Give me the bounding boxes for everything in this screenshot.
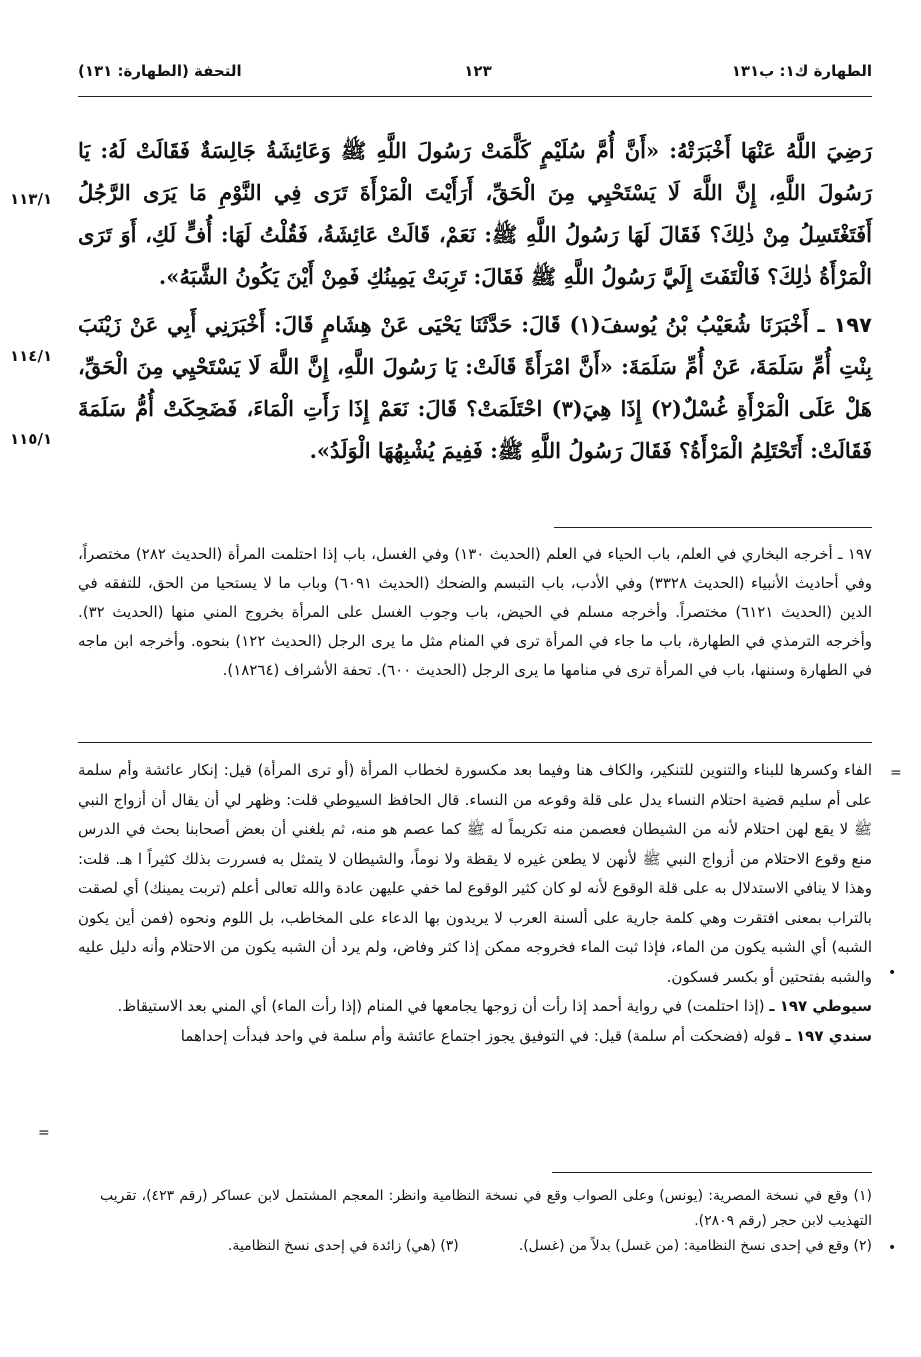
- bullet-mark-1: •: [888, 965, 897, 981]
- footnote-rule: [552, 1172, 872, 1173]
- suyuti-note: [78, 992, 872, 1022]
- takhrij-rule: [554, 527, 872, 528]
- sindi-label: سندي ١٩٧ ـ: [785, 1026, 872, 1045]
- header-reference: التحفة (الطهارة: ١٣١): [78, 62, 242, 80]
- suyuti-label: سيوطي ١٩٧ ـ: [769, 997, 872, 1015]
- footnote-1: (١) وقع في نسخة المصرية: (يونس) وعلى الصواب وقع في نسخة النظامية وانظر: المعجم المشتمل لابن عساكر (رقم ٤٢٣)، تقريب التهذيب لابن حجر (رقم ٢٨٠٩).: [100, 1188, 872, 1229]
- header-rule: [78, 96, 872, 97]
- sindi-text: قوله (فضحكت أم سلمة) قيل: في التوفيق يجوز اجتماع عائشة وأم سلمة في واحد فبدأت إحداهما: [180, 1026, 781, 1045]
- commentary-note: الفاء وكسرها للبناء والتنوين للتنكير، والكاف هنا وفيما بعد مكسورة لخطاب المرأة (أو ترى المرأة) قيل: إنكار عائشة وأم سلمة على أم سليم قضية احتلام النساء يدل على قلة وقوعه من النساء. قال الحافظ السيوطي قلت: وظهر لي أن يقال أن أزواج النبي ﷺ لا يقع لهن احتلام لأنه من الشيطان فعصمن منه تكريماً له ﷺ كما عصم هو منه، ثم بلغني أن بعض أصحابنا بحث في الدرس منع وقوع الاحتلام من أزواج النبي ﷺ لأنهن لا يطعن غيره لا يقظة ولا نوماً، والشيطان لا يتمثل به فسررت بذلك كثيراً ا هـ. قلت: وهذا لا ينافي الاستدلال به على قلة الوقوع لأنه لو كان كثير الوقوع لما خفي عليهن عادة والله تعالى أعلم (تربت يمينك) أي لصقت بالتراب بمعنى افتقرت وهي كلمة جارية على ألسنة العرب لا يريدون بها الدعاء على المخاطب، بل اللوم ونحوه (فمن أين يكون الشبه) أي الشبه يكون من الماء، فإذا ثبت الماء فخروجه ممكن إذا كثر وفاض، ولم يرد أن الشبه يكون من الاحتلام وأنه دليل عليه والشبه بفتحتين أو بكسر فسكون.: [78, 761, 872, 986]
- margin-ref-3: ١١٥/١: [10, 430, 53, 448]
- continuation-mark-2: =: [38, 1125, 50, 1141]
- sindi-note: [78, 1022, 872, 1052]
- main-text: [78, 130, 872, 472]
- page-number: ١٢٣: [464, 62, 492, 80]
- footnotes-section: [100, 1184, 872, 1259]
- hadith-197: [78, 304, 872, 472]
- footnote-row: [100, 1234, 872, 1259]
- header-chapter: الطهارة ك١: ب١٣١: [731, 62, 872, 80]
- page-header: [78, 62, 872, 86]
- commentary-section: [78, 756, 872, 1051]
- commentary-rule: [78, 742, 872, 743]
- takhrij-section: [78, 540, 872, 685]
- takhrij-text: ١٩٧ ـ أخرجه البخاري في العلم، باب الحياء في العلم (الحديث ١٣٠) وفي الغسل، باب إذا احتلمت المرأة (الحديث ٢٨٢) مختصراً، وفي أحاديث الأنبياء (الحديث ٣٣٢٨) وفي الأدب، باب التبسم والضحك (الحديث ٦٠٩١) وباب ما لا يستحيا من الحق، للتفقه في الدين (الحديث ٦١٢١) مختصراً. وأخرجه مسلم في الحيض، باب وجوب الغسل على المرأة بخروج المني منها (الحديث ٣٢). وأخرجه الترمذي في الطهارة، باب ما جاء في المرأة ترى في المنام مثل ما يرى الرجل (الحديث ١٢٢) بنحوه. وأخرجه ابن ماجه في الطهارة وسننها، باب في المرأة ترى في منامها ما يرى الرجل (الحديث ٦٠٠). تحفة الأشراف (١٨٢٦٤).: [78, 545, 872, 679]
- footnote-3: (٣) (هي) زائدة في إحدى نسخ النظامية.: [227, 1238, 459, 1254]
- suyuti-text: (إذا احتلمت) في رواية أحمد إذا رأت أن زوجها يجامعها في المنام (إذا رأت الماء) أي المني بعد الاستيقاظ.: [117, 997, 765, 1015]
- continuation-mark-1: =: [890, 765, 902, 781]
- hadith-number: ١٩٧ ـ: [817, 313, 872, 337]
- hadith-continuation: رَضِيَ اللَّهُ عَنْهَا أَخْبَرَتْهُ: «أَنَّ أُمَّ سُلَيْمٍ كَلَّمَتْ رَسُولَ اللَّهِ ﷺ وَعَائِشَةُ جَالِسَةٌ فَقَالَتْ لَهُ: يَا رَسُولَ اللَّهِ، إِنَّ اللَّهَ لَا يَسْتَحْيِي مِنَ الْحَقِّ، أَرَأَيْتَ الْمَرْأَةَ تَرَى فِي النَّوْمِ مَا يَرَى الرَّجُلُ أَفَتَغْتَسِلُ مِنْ ذٰلِكَ؟ فَقَالَ لَهَا رَسُولُ اللَّهِ ﷺ: نَعَمْ، قَالَتْ عَائِشَةُ، فَقُلْتُ لَهَا: أُفٍّ لَكِ، أَوَ تَرَى الْمَرْأَةُ ذٰلِكَ؟ فَالْتَفَتَ إِلَيَّ رَسُولُ اللَّهِ ﷺ فَقَالَ: تَرِبَتْ يَمِينُكِ فَمِنْ أَيْنَ يَكُونُ الشَّبَهُ».: [78, 138, 872, 289]
- hadith-197-text: أَخْبَرَنَا شُعَيْبُ بْنُ يُوسفَ(١) قَالَ: حَدَّثَنَا يَحْيَى عَنْ هِشَامٍ قَالَ: أَخْبَرَنِي أَبِي عَنْ زَيْنَبَ بِنْتِ أُمِّ سَلَمَةَ، عَنْ أُمِّ سَلَمَةَ: «أَنَّ امْرَأَةً قَالَتْ: يَا رَسُولَ اللَّهِ، إِنَّ اللَّهَ لَا يَسْتَحْيِي مِنَ الْحَقِّ، هَلْ عَلَى الْمَرْأَةِ غُسْلٌ(٢) إِذَا هِيَ(٣) احْتَلَمَتْ؟ قَالَ: نَعَمْ إِذَا رَأَتِ الْمَاءَ، فَضَحِكَتْ أُمُّ سَلَمَةَ فَقَالَتْ: أَتَحْتَلِمُ الْمَرْأَةُ؟ فَقَالَ رَسُولُ اللَّهِ ﷺ: فَفِيمَ يُشْبِهُهَا الْوَلَدُ».: [78, 312, 873, 463]
- bullet-mark-2: •: [888, 1240, 897, 1256]
- margin-ref-1: ١١٣/١: [10, 190, 53, 208]
- footnote-2: (٢) وقع في إحدى نسخ النظامية: (من غسل) بدلاً من (غسل).: [518, 1238, 872, 1254]
- margin-ref-2: ١١٤/١: [10, 347, 53, 365]
